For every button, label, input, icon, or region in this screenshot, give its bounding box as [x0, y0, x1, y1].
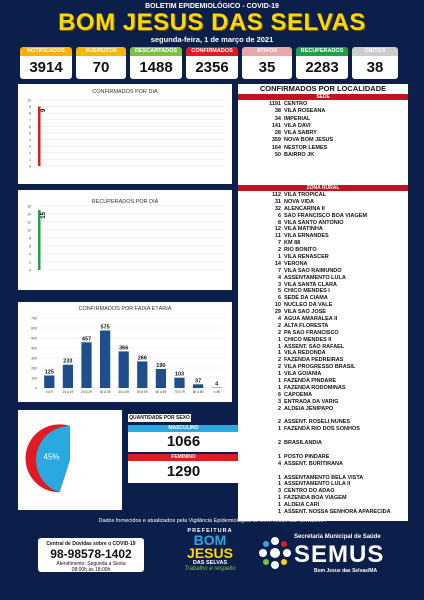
locality-count: 1: [277, 336, 281, 343]
locality-name: ASSENT. SÃO RAFAEL: [284, 343, 345, 350]
confirmed-per-day-panel: [18, 84, 232, 184]
locality-row: [238, 461, 408, 468]
semus-logo: [256, 530, 396, 580]
bulletin-subtitle: BOLETIM EPIDEMIOLÓGICO - COVID-19: [145, 3, 279, 10]
bar-value-label: 575: [100, 324, 110, 331]
locality-count: 14: [274, 260, 281, 267]
locality-row: [238, 426, 408, 433]
locality-name: VILA ROSEANA: [284, 108, 326, 115]
y-tick: 14: [27, 212, 31, 217]
locality-count: 2: [277, 405, 281, 412]
locality-row: [238, 330, 408, 337]
locality-rural-list: [238, 185, 408, 521]
semus-top: Secretaria Municipal de Saúde: [294, 534, 381, 540]
locality-name: FAZENDA RODOMINAS: [284, 384, 346, 391]
locality-sede-list: [238, 84, 408, 196]
locality-row: [238, 323, 408, 330]
category-label: 80 a 89: [192, 390, 204, 394]
stat-value: 38: [352, 56, 398, 79]
locality-row: [238, 206, 408, 213]
stat-3: [186, 47, 238, 79]
confirmed-per-day-chart: [18, 84, 232, 184]
locality-count: 32: [274, 205, 281, 212]
stat-label: DESCARTADOS: [130, 47, 182, 56]
locality-row: [238, 101, 408, 108]
locality-count: 1: [277, 495, 281, 502]
locality-row: [238, 495, 408, 502]
locality-row: [238, 295, 408, 302]
locality-count: 50: [274, 152, 281, 159]
locality-row: [238, 240, 408, 247]
locality-name: KM 88: [284, 240, 301, 247]
stat-value: 2283: [296, 56, 348, 79]
stat-value: 1488: [130, 56, 182, 79]
locality-row: [238, 502, 408, 509]
rural-header: ZONA RURAL: [238, 185, 408, 191]
locality-count: 1: [277, 474, 281, 481]
recovered-per-day-panel: [18, 190, 232, 290]
prefeitura-label: PREFEITURA: [187, 528, 233, 534]
bar-value-label: 457: [81, 336, 92, 343]
locality-name: [284, 413, 408, 420]
hotline-days: Atendimento: Segunda a Sexta: [56, 561, 126, 567]
locality-row: [238, 137, 408, 144]
locality-count: 3: [277, 281, 281, 288]
locality-name: ALDEIA CARÍ: [284, 502, 320, 509]
prefeitura-name-1: BOM: [193, 532, 227, 548]
locality-row: [238, 288, 408, 295]
y-tick: 0: [29, 268, 31, 273]
locality-count: 6: [277, 212, 281, 219]
locality-count: 2: [277, 247, 281, 254]
locality-name: FAZENDA PINDARÉ: [284, 378, 337, 385]
y-tick: 6: [29, 244, 31, 249]
stat-value: 3914: [20, 56, 72, 79]
locality-row: [238, 152, 408, 159]
locality-count: 29: [274, 309, 281, 316]
locality-row: [238, 309, 408, 316]
category-label: 0 a 9: [45, 390, 53, 394]
locality-count: 6: [277, 391, 281, 398]
locality-count: 1: [277, 343, 281, 350]
locality-name: VILA ERNANDES: [284, 233, 329, 240]
y-tick: 0: [35, 386, 37, 391]
locality-count: 38: [274, 108, 281, 115]
y-tick: 100: [31, 376, 37, 381]
locality-row: [238, 108, 408, 115]
female-label: FEMININO: [128, 454, 239, 461]
locality-name: POSTO PINDARÉ: [284, 453, 330, 460]
locality-row: [238, 475, 408, 482]
pie-label: 55%: [80, 458, 97, 468]
bar-value-label: 190: [156, 363, 166, 369]
age-bar: [119, 351, 129, 388]
locality-count: 2: [277, 419, 281, 426]
stat-5: [296, 47, 348, 79]
locality-count: 164: [271, 144, 281, 151]
locality-count: 12: [274, 226, 281, 233]
locality-row: [238, 213, 408, 220]
bar-value-label: 266: [137, 355, 147, 362]
sede-rows: [238, 100, 408, 196]
locality-name: [284, 447, 408, 454]
locality-row: [238, 282, 408, 289]
health-cross-icon: [258, 536, 292, 570]
peak-bar: [38, 107, 41, 166]
female-value: 1290: [128, 461, 239, 483]
age-chart-panel: [18, 302, 232, 402]
rural-rows: [238, 191, 408, 521]
y-tick: 9: [29, 105, 31, 110]
category-label: 20 a 29: [81, 390, 92, 394]
locality-row: [238, 275, 408, 282]
locality-count: 2: [277, 440, 281, 447]
locality-row: [238, 433, 408, 440]
locality-row: [238, 447, 408, 454]
hotline-number: 98-98578-1402: [50, 547, 132, 561]
category-label: 50 a 59: [136, 390, 148, 394]
locality-name: VERONA: [284, 260, 308, 267]
category-label: 40 a 49: [118, 390, 130, 394]
locality-name: NESTOR LEMES: [284, 144, 328, 151]
sex-pie-panel: [18, 410, 122, 510]
locality-row: [238, 392, 408, 399]
locality-row: [238, 344, 408, 351]
locality-row: [238, 357, 408, 364]
locality-name: ENTRADA DA VARIG: [284, 398, 339, 405]
y-tick: 8: [29, 236, 31, 241]
locality-count: 3: [277, 398, 281, 405]
locality-count: 1: [277, 481, 281, 488]
locality-count: 1: [277, 502, 281, 509]
locality-row: [238, 247, 408, 254]
locality-count: 4: [277, 460, 281, 467]
y-tick: 3: [29, 144, 31, 149]
locality-name: ASSENT. NOSSA SENHORA APARECIDA: [284, 508, 391, 515]
prefeitura-name-2: JESUS: [187, 545, 233, 561]
y-tick: 600: [31, 326, 37, 331]
locality-row: [238, 419, 408, 426]
bar-value-label: 366: [119, 345, 129, 352]
prefeitura-name-3: DAS SELVAS: [192, 560, 228, 566]
locality-count: 1: [277, 426, 281, 433]
y-tick: 2: [29, 151, 31, 156]
y-tick: 12: [27, 220, 31, 225]
locality-name: [284, 433, 408, 440]
locality-name: NOVA VIDA: [284, 198, 314, 205]
locality-count: 4: [277, 316, 281, 323]
sex-pie-chart: [18, 410, 122, 510]
y-tick: 16: [27, 204, 31, 209]
y-tick: 1: [29, 157, 31, 162]
locality-count: 4: [277, 274, 281, 281]
locality-row: [238, 145, 408, 152]
locality-row: [238, 268, 408, 275]
y-tick: 0: [29, 164, 31, 169]
locality-count: 7: [277, 267, 281, 274]
bar-value-label: 37: [195, 378, 202, 385]
category-label: >=90: [213, 390, 221, 394]
locality-row: [238, 509, 408, 516]
locality-row: [238, 254, 408, 261]
sex-title: QUANTIDADE POR SEXO: [129, 415, 190, 421]
stat-label: NOTIFICADOS: [20, 47, 72, 56]
locality-title: CONFIRMADOS POR LOCALIDADE: [238, 84, 408, 94]
locality-count: 10: [274, 302, 281, 309]
locality-row: [238, 406, 408, 413]
bar-value-label: 125: [44, 369, 54, 376]
semus-name: SEMUS: [294, 541, 385, 568]
locality-row: [238, 399, 408, 406]
locality-row: [238, 226, 408, 233]
locality-name: RIO BONITO: [284, 247, 317, 254]
locality-name: ASSENTAMENTO LULA II: [284, 481, 351, 488]
locality-name: ASSENTAMENTO BELA VISTA: [284, 474, 364, 481]
stat-label: CONFIRMADOS: [186, 47, 238, 56]
stat-0: [20, 47, 72, 79]
locality-row: [238, 302, 408, 309]
locality-count: 8: [277, 219, 281, 226]
recovered-per-day-chart: [18, 190, 232, 290]
locality-name: BAIRRO JK: [284, 152, 315, 159]
locality-name: VILA GOIANIA: [284, 371, 322, 378]
locality-row: [238, 378, 408, 385]
locality-count: 2: [277, 357, 281, 364]
locality-count: 5: [277, 288, 281, 295]
y-tick: 5: [29, 131, 31, 136]
locality-row: [238, 233, 408, 240]
locality-row: [238, 192, 408, 199]
hotline-title: Central de Dúvidas sobre o COVID-19: [46, 541, 136, 547]
locality-name: VILA RENASCER: [284, 254, 329, 261]
y-tick: 10: [27, 98, 31, 103]
locality-row: [238, 488, 408, 495]
locality-name: NOVA BOM JESUS: [284, 137, 334, 144]
y-tick: 8: [29, 111, 31, 116]
hotline-hours: 08:00h às 18:00h: [71, 567, 111, 573]
locality-count: 1: [277, 453, 281, 460]
page-title: BOM JESUS DAS SELVAS: [58, 9, 366, 36]
locality-name: FAZENDA RIO DOS SONHOS: [284, 426, 360, 433]
stat-label: SUSPEITOS: [76, 47, 126, 56]
locality-count: 31: [274, 198, 281, 205]
locality-name: VILA SÃO JOSÉ: [284, 309, 326, 316]
locality-count: 359: [271, 137, 281, 144]
locality-count: [238, 433, 284, 440]
locality-count: 6: [277, 295, 281, 302]
locality-row: [238, 364, 408, 371]
y-tick: 500: [31, 336, 37, 341]
stat-value: 70: [76, 56, 126, 79]
age-bar: [156, 369, 166, 388]
age-bar: [81, 342, 91, 388]
y-tick: 200: [31, 366, 37, 371]
confirmed-per-day-title: CONFIRMADOS POR DIA: [92, 89, 158, 95]
locality-row: [238, 468, 408, 475]
prefeitura-slogan: Trabalho e respeito: [184, 566, 236, 572]
age-bar: [44, 376, 54, 389]
age-bar: [100, 331, 110, 389]
peak-label: 9: [41, 108, 47, 112]
locality-row: [238, 220, 408, 227]
locality-name: FAZENDA PEDREIRAS: [284, 357, 344, 364]
locality-name: VILA DAVI: [284, 122, 311, 129]
locality-name: ALTA FLORESTA: [284, 322, 329, 329]
locality-name: BRASILANDIA: [284, 440, 322, 447]
locality-count: 112: [272, 192, 281, 198]
recovered-per-day-title: RECUPERADOS POR DIA: [91, 199, 159, 205]
locality-row: [238, 130, 408, 137]
category-label: 30 a 39: [99, 390, 111, 394]
stat-4: [242, 47, 292, 79]
category-label: 70 a 79: [174, 390, 185, 394]
y-tick: 2: [29, 260, 31, 265]
y-tick: 700: [31, 316, 37, 321]
data-source-note: Dados fornecidos e atualizados pela Vigilância Epidemiológica de Bom Jesus das Selvas/MA: [98, 518, 326, 524]
locality-name: AGUA AMARALEA II: [284, 316, 338, 323]
bar-value-label: 4: [215, 381, 219, 388]
locality-count: 1: [277, 508, 281, 515]
age-chart-title: CONFIRMADOS POR FAIXA ETÁRIA: [78, 306, 172, 312]
bar-value-label: 103: [174, 371, 185, 378]
locality-name: VILA SANTA CLARA: [284, 281, 337, 288]
y-tick: 7: [29, 118, 31, 123]
locality-count: 1: [277, 384, 281, 391]
locality-count: 1191: [269, 101, 281, 107]
locality-name: VILA PROGRESSO BRASIL: [284, 364, 356, 371]
locality-count: 1: [277, 378, 281, 385]
locality-row: [238, 481, 408, 488]
locality-row: [238, 454, 408, 461]
locality-row: [238, 316, 408, 323]
locality-row: [238, 385, 408, 392]
locality-name: ASSENTAMENTO LULA: [284, 274, 346, 281]
locality-count: [238, 413, 284, 420]
male-label: MASCULINO: [128, 425, 239, 432]
locality-count: 34: [274, 115, 281, 122]
locality-name: FAZENDA BOA VIAGEM: [284, 495, 347, 502]
locality-name: ASSENT. BURITIRANA: [284, 460, 343, 467]
stat-label: RECUPERADOS: [296, 47, 348, 56]
age-bar: [137, 361, 147, 388]
hotline-box: [38, 538, 144, 572]
bulletin-date: segunda-feira, 1 de março de 2021: [150, 35, 274, 44]
locality-name: CHICO MENDES II: [284, 336, 332, 343]
locality-count: 141: [271, 122, 281, 129]
locality-row: [238, 371, 408, 378]
prefeitura-logo: [170, 528, 250, 588]
stat-label: ÓBITOS: [352, 47, 398, 56]
locality-name: [284, 468, 408, 475]
locality-name: VILA SÃO RAIMUNDO: [284, 267, 342, 274]
y-tick: 4: [29, 138, 31, 143]
age-chart: [18, 302, 232, 402]
locality-row: [238, 337, 408, 344]
y-tick: 300: [31, 356, 37, 361]
locality-name: SEDE DA CIAMA: [284, 295, 328, 302]
locality-count: [238, 468, 284, 475]
locality-count: 2: [277, 364, 281, 371]
locality-count: 7: [277, 240, 281, 247]
locality-row: [238, 116, 408, 123]
locality-row: [238, 350, 408, 357]
locality-count: 28: [274, 130, 281, 137]
locality-name: CHICO MENDES I: [284, 288, 330, 295]
bar-value-label: 233: [63, 358, 73, 365]
age-bar: [174, 378, 184, 388]
age-bar: [63, 365, 73, 388]
locality-name: ALENCARINA II: [284, 205, 325, 212]
locality-count: 1: [277, 254, 281, 261]
stat-1: [76, 47, 126, 79]
locality-count: 1: [277, 371, 281, 378]
y-tick: 400: [31, 346, 37, 351]
locality-name: CAPOEMA: [284, 391, 313, 398]
locality-name: VILA REDONDA: [284, 350, 326, 357]
locality-name: NUCLEO DA VALE: [284, 302, 333, 309]
y-tick: 4: [29, 252, 31, 257]
pie-label: 45%: [43, 452, 60, 462]
locality-row: [238, 199, 408, 206]
locality-row: [238, 261, 408, 268]
locality-count: 3: [277, 488, 281, 495]
locality-name: ASSENT. ROSELI NUNES: [284, 419, 351, 426]
locality-name: CENTRO: [284, 101, 308, 107]
locality-name: VILA MATINHA: [284, 226, 323, 233]
locality-name: CENTRO DO ADÃO: [284, 488, 335, 495]
semus-sub: Bom Jesus das Selvas/MA: [314, 568, 378, 574]
locality-row: [238, 440, 408, 447]
locality-row: [238, 123, 408, 130]
y-tick: 6: [29, 124, 31, 129]
stat-value: 2356: [186, 56, 238, 79]
category-label: 10 a 19: [62, 390, 74, 394]
locality-count: 2: [277, 329, 281, 336]
stat-2: [130, 47, 182, 79]
locality-name: VILA SABRY: [284, 130, 317, 137]
locality-name: SÃO FRANCISCO BOA VIAGEM: [284, 212, 367, 219]
locality-count: 2: [277, 322, 281, 329]
peak-label: 15: [41, 212, 47, 219]
locality-count: [238, 447, 284, 454]
male-value: 1066: [128, 432, 239, 452]
locality-name: ALDEIA JENIPAPO: [284, 405, 334, 412]
locality-name: VILA TROPICAL: [284, 192, 326, 198]
stat-label: ATIVOS: [242, 47, 292, 56]
sex-title-box: [128, 414, 191, 422]
stat-value: 35: [242, 56, 292, 79]
locality-count: 1: [277, 350, 281, 357]
locality-name: VILA SANTO ANTONIO: [284, 219, 344, 226]
locality-name: PA SÃO FRANCISCO: [284, 329, 339, 336]
locality-row: [238, 413, 408, 420]
stat-6: [352, 47, 398, 79]
y-tick: 10: [27, 228, 31, 233]
locality-name: IMPERIAL: [284, 115, 311, 122]
age-bar: [193, 384, 203, 388]
category-label: 60 a 69: [155, 390, 167, 394]
sede-header: SEDE: [238, 94, 408, 100]
locality-count: 11: [275, 233, 281, 240]
